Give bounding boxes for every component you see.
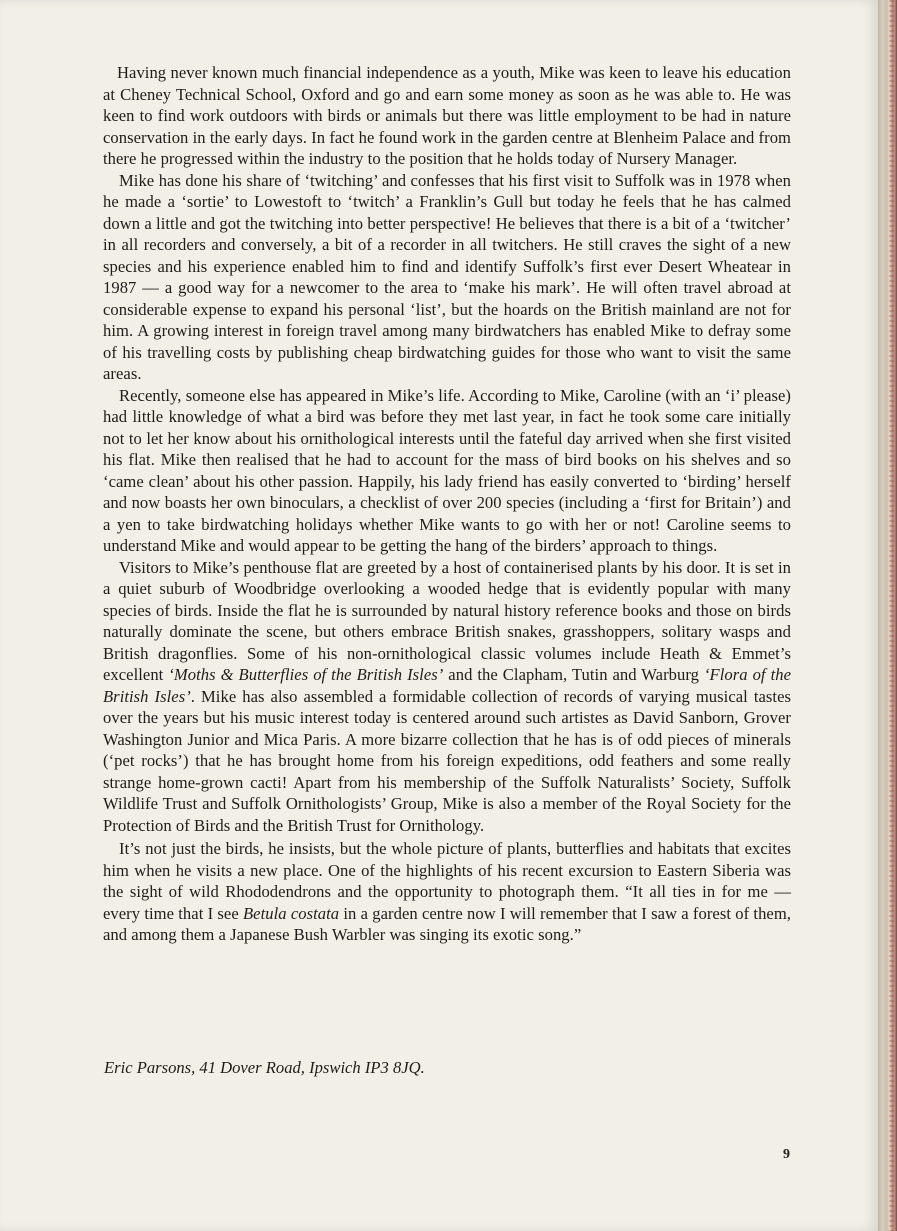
paragraph-5-text-1: It’s not just the birds, he insists, but the whole picture of plants, butterflies and habitats that excites him when he visits a new place. One of the highlights of his recent excursion to Eastern Siberia was the sight of wild Rhododendrons and the opportunity to photograph them. “It all ties in for me — every time that I see	[103, 839, 791, 923]
book-title-flora: ‘Flora of the British Isles’	[103, 665, 791, 706]
paragraph-4-text-3: . Mike has also assembled a formidable collection of records of varying musical tastes over the years but his music interest today is centered around such artistes as David Sanborn, Grover Washington Junior and Mica Paris. A more bizarre collection that he has is of odd pieces of minerals (‘pet rocks’) that he has brought home from his foreign expeditions, odd feathers and some really strange home-grown cacti! Apart from his membership of the Suffolk Naturalists’ Society, Suffolk Wildlife Trust and Suffolk Ornithologists’ Group, Mike is also a member of the Royal Society for the Protection of Birds and the British Trust for Ornithology.	[103, 686, 791, 835]
paragraph-3: Recently, someone else has appeared in Mike’s life. According to Mike, Caroline (with an ‘i’ please) had little knowledge of what a bird was before they met last year, in fact he took some care initially not to let her know about his ornithological interests until the fateful day arrived when she first visited his flat. Mike then realised that he had to account for the mass of bird books on his shelves and so ‘came clean’ about his other passion. Happily, his lady friend has easily converted to ‘birding’ herself and now boasts her own binoculars, a checklist of over 200 species (including a ‘first for Britain’) and a yen to take birdwatching holidays whether Mike wants to go with her or not! Caroline seems to understand Mike and would appear to be getting the hang of the birders’ approach to things.	[103, 385, 791, 555]
article-body	[103, 62, 791, 946]
paragraph-5-text-2: in a garden centre now I will remember that I saw a forest of them, and among them a Japanese Bush Warbler was singing its exotic song.”	[103, 903, 791, 944]
paragraph-4	[103, 557, 791, 837]
book-title-moths: ‘Moths & Butterflies of the British Isles’	[168, 665, 444, 684]
paragraph-4-text-1: Visitors to Mike’s penthouse flat are greeted by a host of containerised plants by his door. It is set in a quiet suburb of Woodbridge overlooking a wooded hedge that is evidently popular with many species of birds. Inside the flat he is surrounded by natural history reference books and those on birds naturally dominate the scene, but others embrace British snakes, grasshoppers, solitary wasps and British dragonflies. Some of his non-ornithological classic volumes include Heath & Emmet’s excellent	[103, 557, 791, 684]
paragraph-1: Having never known much financial independence as a youth, Mike was keen to leave his education at Cheney Technical School, Oxford and go and earn some money as soon as he was able to. He was keen to find work outdoors with birds or animals but there was little employment to be had in nature conservation in the early days. In fact he found work in the garden centre at Blenheim Palace and from there he progressed within the industry to the position that he holds today of Nursery Manager.	[103, 63, 791, 168]
paragraph-4-text-2: and the Clapham, Tutin and Warburg	[443, 665, 704, 684]
page-number: 9	[783, 1147, 790, 1162]
species-name: Betula costata	[242, 903, 340, 923]
page-edge	[878, 0, 897, 1231]
author-signature: Eric Parsons, 41 Dover Road, Ipswich IP3 8JQ.	[104, 1058, 425, 1077]
paragraph-5	[103, 838, 791, 946]
paragraph-2: Mike has done his share of ‘twitching’ and confesses that his first visit to Suffolk was in 1978 when he made a ‘sortie’ to Lowestoft to ‘twitch’ a Franklin’s Gull but today he feels that he has calmed down a little and got the twitching into better perspective! He believes that there is a bit of a ‘twitcher’ in all recorders and conversely, a bit of a recorder in all twitchers. He still craves the sight of a new species and his experience enabled him to find and identify Suffolk’s first ever Desert Wheatear in 1987 — a good way for a newcomer to the area to ‘make his mark’. He will often travel abroad at considerable expense to expand his personal ‘list’, but the hoards on the British mainland are not for him. A growing interest in foreign travel among many birdwatchers has enabled Mike to defray some of his travelling costs by publishing cheap birdwatching guides for those who want to visit the same areas.	[103, 170, 791, 383]
